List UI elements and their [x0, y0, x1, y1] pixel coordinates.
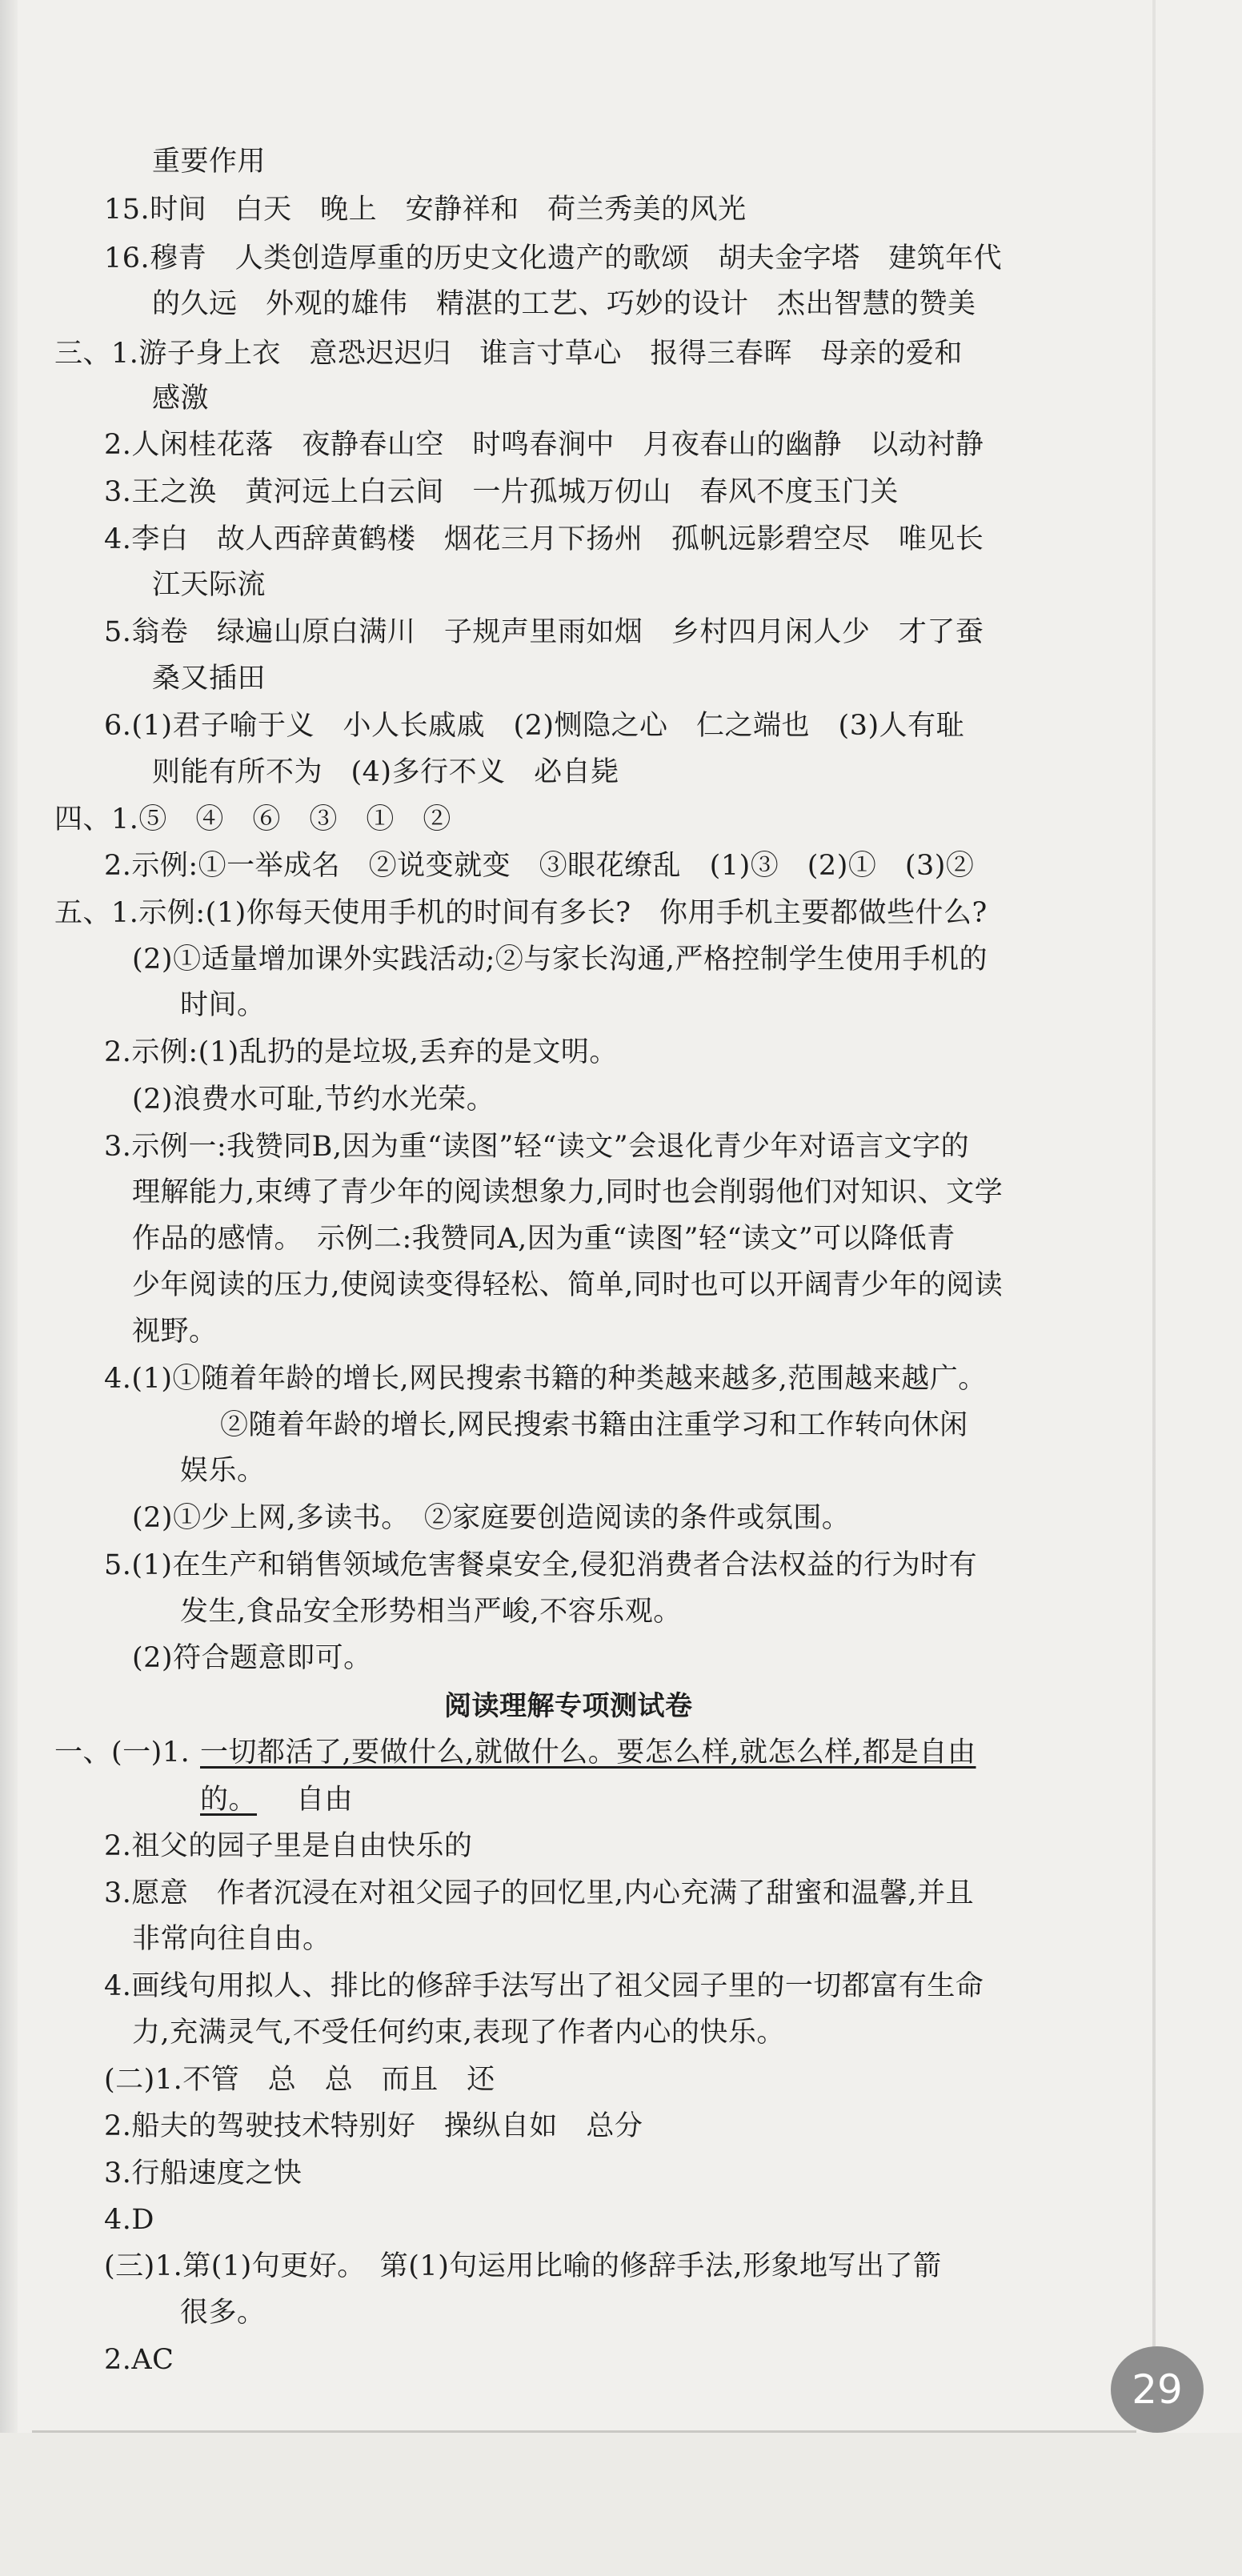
text-line: 一、(一)1. [54, 1737, 190, 1769]
page-right-edge [1152, 0, 1156, 2433]
text-line: 2.AC [104, 2344, 174, 2376]
text-line: (2)浪费水可耻,节约水光荣。 [132, 1084, 495, 1116]
text-line: 2.示例:(1)乱扔的是垃圾,丢弃的是文明。 [104, 1036, 618, 1068]
text-line: 2.示例:①一举成名 ②说变就变 ③眼花缭乱 (1)③ (2)① (3)② [104, 850, 975, 882]
text-line: 2.船夫的驾驶技术特别好 操纵自如 总分 [104, 2110, 643, 2142]
text-line: 3.示例一:我赞同B,因为重“读图”轻“读文”会退化青少年对语言文字的 [104, 1131, 970, 1163]
text-line: 15.时间 白天 晚上 安静祥和 荷兰秀美的风光 [104, 194, 747, 226]
text-line: 娱乐。 [180, 1455, 266, 1487]
text-line: 5.翁卷 绿遍山原白满川 子规声里雨如烟 乡村四月闲人少 才了蚕 [104, 616, 984, 648]
text-line: 五、1.示例:(1)你每天使用手机的时间有多长? 你用手机主要都做些什么? [54, 897, 988, 929]
text-line: 少年阅读的压力,使阅读变得轻松、简单,同时也可以开阔青少年的阅读 [132, 1269, 1004, 1301]
text-line: 力,充满灵气,不受任何约束,表现了作者内心的快乐。 [132, 2017, 785, 2049]
text-line: 自由 [296, 1784, 354, 1816]
text-line: (二)1.不管 总 总 而且 还 [104, 2064, 495, 2096]
text-line: 4.画线句用拟人、排比的修辞手法写出了祖父园子里的一切都富有生命 [104, 1970, 984, 2002]
section-title: 阅读理解专项测试卷 [444, 1690, 693, 1722]
text-line: 2.人闲桂花落 夜静春山空 时鸣春涧中 月夜春山的幽静 以动衬静 [104, 429, 984, 461]
underlined-quote: 一切都活了,要做什么,就做什么。要怎么样,就怎么样,都是自由 [200, 1737, 976, 1769]
text-line: 江天际流 [152, 569, 266, 601]
page-number-badge: 29 [1111, 2346, 1204, 2433]
text-line: 视野。 [132, 1316, 218, 1348]
page-bottom-margin [0, 2433, 1242, 2576]
text-line: 3.行船速度之快 [104, 2157, 302, 2189]
text-line: 3.王之涣 黄河远上白云间 一片孤城万仞山 春风不度玉门关 [104, 476, 899, 508]
text-line: 5.(1)在生产和销售领域危害餐桌安全,侵犯消费者合法权益的行为时有 [104, 1549, 978, 1581]
text-line: 非常向往自由。 [132, 1923, 331, 1955]
text-line: 4.李白 故人西辞黄鹤楼 烟花三月下扬州 孤帆远影碧空尽 唯见长 [104, 523, 984, 555]
text-line: (2)符合题意即可。 [132, 1642, 372, 1674]
text-line: (2)①少上网,多读书。 ②家庭要创造阅读的条件或氛围。 [132, 1502, 851, 1534]
text-line: 发生,食品安全形势相当严峻,不容乐观。 [180, 1596, 682, 1628]
text-line: 四、1.⑤ ④ ⑥ ③ ① ② [54, 803, 451, 835]
text-line: (2)①适量增加课外实践活动;②与家长沟通,严格控制学生使用手机的 [132, 943, 988, 976]
text-line: 16.穆青 人类创造厚重的历史文化遗产的歌颂 胡夫金字塔 建筑年代 [104, 242, 1003, 274]
text-line: 桑又插田 [152, 663, 266, 695]
text-line: 3.愿意 作者沉浸在对祖父园子的回忆里,内心充满了甜蜜和温馨,并且 [104, 1877, 975, 1909]
text-line: 4.D [104, 2204, 154, 2236]
text-line: 2.祖父的园子里是自由快乐的 [104, 1830, 473, 1862]
text-line: 理解能力,束缚了青少年的阅读想象力,同时也会削弱他们对知识、文学 [132, 1176, 1004, 1208]
underlined-quote: 的。 [200, 1784, 258, 1816]
text-line: 作品的感情。 示例二:我赞同A,因为重“读图”轻“读文”可以降低青 [132, 1223, 956, 1255]
text-line: 则能有所不为 (4)多行不义 必自毙 [152, 756, 619, 788]
text-line: 感激 [152, 383, 210, 415]
page-binding-edge [0, 0, 18, 2576]
page-bottom-rule [32, 2430, 1136, 2433]
text-line: 重要作用 [152, 146, 266, 178]
text-line: (三)1.第(1)句更好。 第(1)句运用比喻的修辞手法,形象地写出了箭 [104, 2250, 942, 2282]
text-line: 4.(1)①随着年龄的增长,网民搜索书籍的种类越来越多,范围越来越广。 [104, 1363, 987, 1395]
text-line: 6.(1)君子喻于义 小人长戚戚 (2)恻隐之心 仁之端也 (3)人有耻 [104, 710, 965, 742]
text-line: 的久远 外观的雄伟 精湛的工艺、巧妙的设计 杰出智慧的赞美 [152, 288, 976, 320]
text-line: 时间。 [180, 989, 266, 1021]
text-line: 三、1.游子身上衣 意恐迟迟归 谁言寸草心 报得三春晖 母亲的爱和 [54, 338, 963, 370]
text-line: 很多。 [180, 2297, 266, 2329]
text-line: ②随着年龄的增长,网民搜索书籍由注重学习和工作转向休闲 [220, 1409, 968, 1441]
